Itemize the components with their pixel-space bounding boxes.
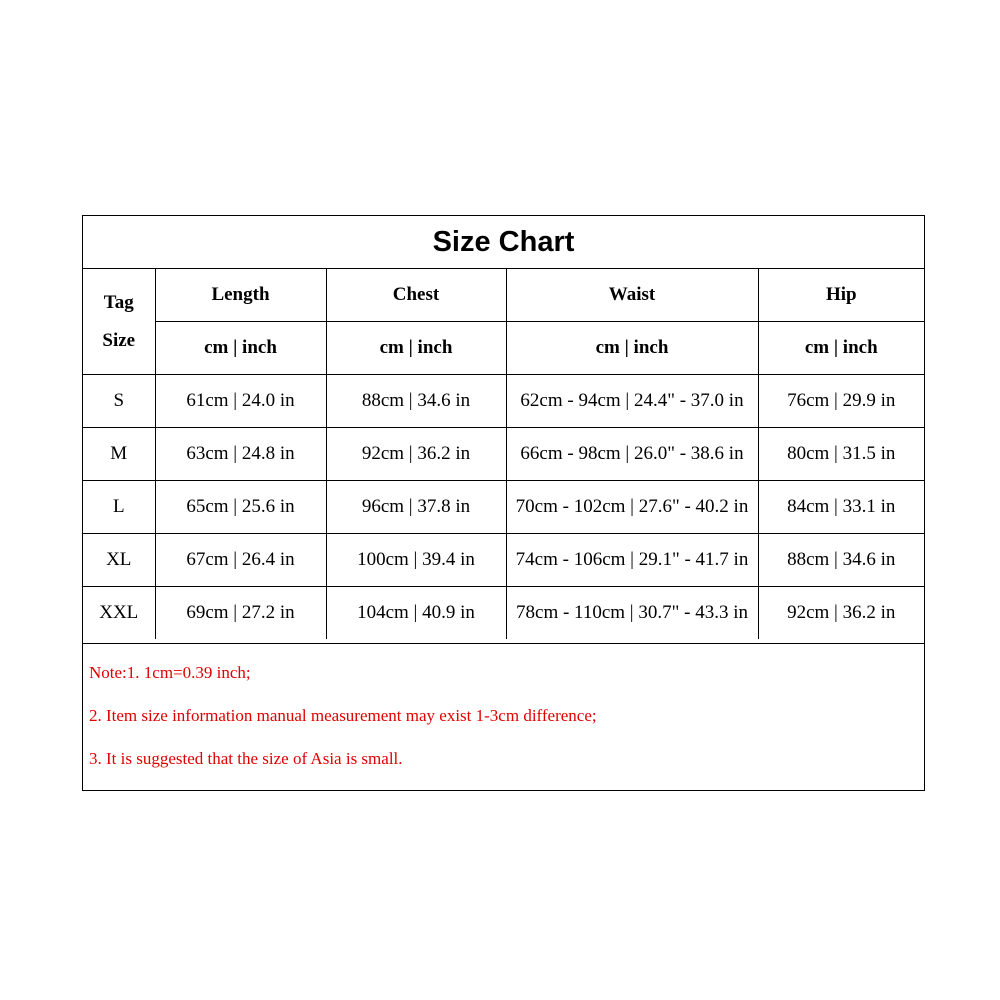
unit-length: cm | inch	[155, 322, 326, 375]
hip-cell: 76cm | 29.9 in	[758, 375, 924, 428]
hip-cell: 80cm | 31.5 in	[758, 428, 924, 481]
header-row	[83, 269, 924, 322]
chest-cell: 92cm | 36.2 in	[326, 428, 506, 481]
notes-section	[83, 643, 924, 790]
hip-cell: 88cm | 34.6 in	[758, 534, 924, 587]
waist-cell: 70cm - 102cm | 27.6" - 40.2 in	[506, 481, 758, 534]
hip-cell: 92cm | 36.2 in	[758, 587, 924, 640]
size-cell: XXL	[83, 587, 155, 640]
column-header-chest: Chest	[326, 269, 506, 322]
note-2: 2. Item size information manual measurement may exist 1-3cm difference;	[89, 706, 597, 725]
length-cell: 69cm | 27.2 in	[155, 587, 326, 640]
table-row	[83, 481, 924, 534]
table-row	[83, 534, 924, 587]
column-header-hip: Hip	[758, 269, 924, 322]
table-row	[83, 428, 924, 481]
table-row	[83, 587, 924, 640]
column-header-length: Length	[155, 269, 326, 322]
length-cell: 65cm | 25.6 in	[155, 481, 326, 534]
unit-waist: cm | inch	[506, 322, 758, 375]
waist-cell: 74cm - 106cm | 29.1" - 41.7 in	[506, 534, 758, 587]
length-cell: 63cm | 24.8 in	[155, 428, 326, 481]
length-cell: 67cm | 26.4 in	[155, 534, 326, 587]
note-1: Note:1. 1cm=0.39 inch;	[89, 663, 251, 682]
units-row	[83, 322, 924, 375]
chest-cell: 96cm | 37.8 in	[326, 481, 506, 534]
size-cell: S	[83, 375, 155, 428]
size-chart	[82, 215, 925, 791]
note-3: 3. It is suggested that the size of Asia is small.	[89, 749, 403, 768]
length-cell: 61cm | 24.0 in	[155, 375, 326, 428]
hip-cell: 84cm | 33.1 in	[758, 481, 924, 534]
column-header-waist: Waist	[506, 269, 758, 322]
waist-cell: 78cm - 110cm | 30.7" - 43.3 in	[506, 587, 758, 640]
tag-size-header	[83, 269, 155, 375]
chest-cell: 88cm | 34.6 in	[326, 375, 506, 428]
chart-title: Size Chart	[83, 216, 924, 269]
table-row	[83, 375, 924, 428]
size-cell: M	[83, 428, 155, 481]
chest-cell: 100cm | 39.4 in	[326, 534, 506, 587]
tag-label: Tag	[103, 291, 134, 313]
unit-chest: cm | inch	[326, 322, 506, 375]
waist-cell: 66cm - 98cm | 26.0" - 38.6 in	[506, 428, 758, 481]
size-table	[83, 269, 924, 639]
waist-cell: 62cm - 94cm | 24.4" - 37.0 in	[506, 375, 758, 428]
chest-cell: 104cm | 40.9 in	[326, 587, 506, 640]
size-cell: XL	[83, 534, 155, 587]
size-cell: L	[83, 481, 155, 534]
unit-hip: cm | inch	[758, 322, 924, 375]
size-label: Size	[102, 329, 136, 351]
